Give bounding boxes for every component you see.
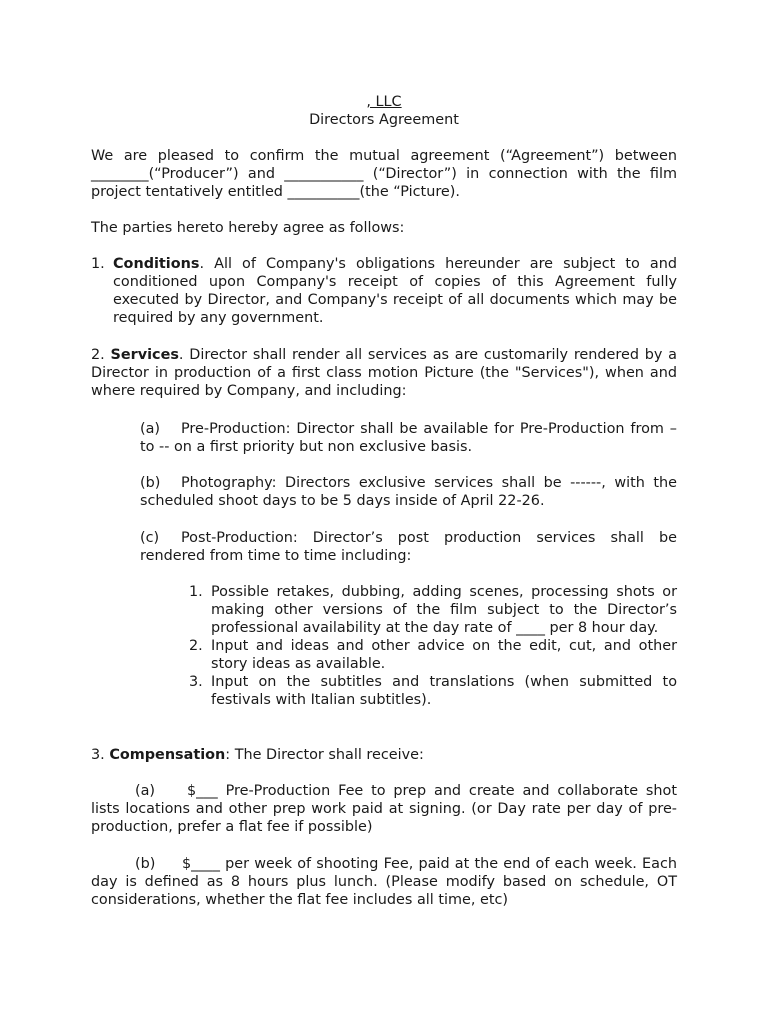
section-services xyxy=(91,346,677,400)
clause-text: Post-Production: Director’s post production services shall be rendered from time to time including: xyxy=(140,530,677,564)
section-heading: Compensation xyxy=(109,747,226,763)
list-item-number: 1. xyxy=(189,584,203,600)
list-item-number: 3. xyxy=(189,674,203,690)
services-photography xyxy=(140,474,677,510)
clause-label: (a) xyxy=(135,783,156,799)
post-production-list xyxy=(189,583,677,709)
clause-text: Pre-Production: Director shall be available for Pre-Production from – to -- on a first priority but non exclusive basis. xyxy=(140,421,677,455)
clause-text: Photography: Directors exclusive services shall be ------, with the scheduled shoot days to be 5 days inside of April 22-26. xyxy=(140,475,677,509)
compensation-shooting-fee xyxy=(91,855,677,909)
section-text: . All of Company's obligations hereunder are subject to and conditioned upon Company's receipt of copies of this Agreement fully executed by Director, and Company's receipt of all documents which may be required by any government. xyxy=(113,256,677,326)
section-text: : The Director shall receive: xyxy=(225,747,424,763)
section-heading: Services xyxy=(110,347,179,363)
parties-statement: The parties hereto hereby agree as follows: xyxy=(91,220,405,236)
clause-text: $___ Pre-Production Fee to prep and create and collaborate shot lists locations and other prep work paid at signing. (or Day rate per day of pre-production, prefer a flat fee if possible) xyxy=(91,783,677,835)
section-number: 1. xyxy=(91,256,105,272)
clause-label: (b) xyxy=(135,856,156,872)
clause-text: $____ per week of shooting Fee, paid at the end of each week. Each day is defined as 8 hours plus lunch. (Please modify based on schedule, OT considerations, whether the flat fee includes all time, etc) xyxy=(91,856,677,908)
compensation-pre-production-fee xyxy=(91,782,677,836)
services-pre-production xyxy=(140,420,677,456)
section-number: 3. xyxy=(91,747,105,763)
section-conditions xyxy=(91,255,677,327)
intro-paragraph: We are pleased to confirm the mutual agreement (“Agreement”) between ________(“Producer”) and ___________ (“Director”) in connection with the film project tentatively entitled __________(the “Picture). xyxy=(91,148,677,200)
list-item xyxy=(189,583,677,637)
document-title: Directors Agreement xyxy=(309,112,459,128)
list-item xyxy=(189,637,677,673)
clause-label: (a) xyxy=(140,421,161,437)
company-name: , LLC xyxy=(366,94,402,110)
list-item-text: Possible retakes, dubbing, adding scenes, processing shots or making other versions of the film subject to the Director’s professional availability at the day rate of ____ per 8 hour day. xyxy=(211,584,677,636)
clause-label: (b) xyxy=(140,475,161,491)
services-post-production xyxy=(140,529,677,565)
document-header xyxy=(91,93,677,129)
clause-label: (c) xyxy=(140,530,160,546)
list-item-text: Input and ideas and other advice on the edit, cut, and other story ideas as available. xyxy=(211,638,677,672)
list-item xyxy=(189,673,677,709)
section-text: . Director shall render all services as are customarily rendered by a Director in production of a first class motion Picture (the "Services"), when and where required by Company, and including: xyxy=(91,347,677,399)
section-number: 2. xyxy=(91,347,105,363)
section-heading: Conditions xyxy=(113,256,200,272)
list-item-number: 2. xyxy=(189,638,203,654)
list-item-text: Input on the subtitles and translations (when submitted to festivals with Italian subtitles). xyxy=(211,674,677,708)
section-compensation xyxy=(91,746,677,764)
